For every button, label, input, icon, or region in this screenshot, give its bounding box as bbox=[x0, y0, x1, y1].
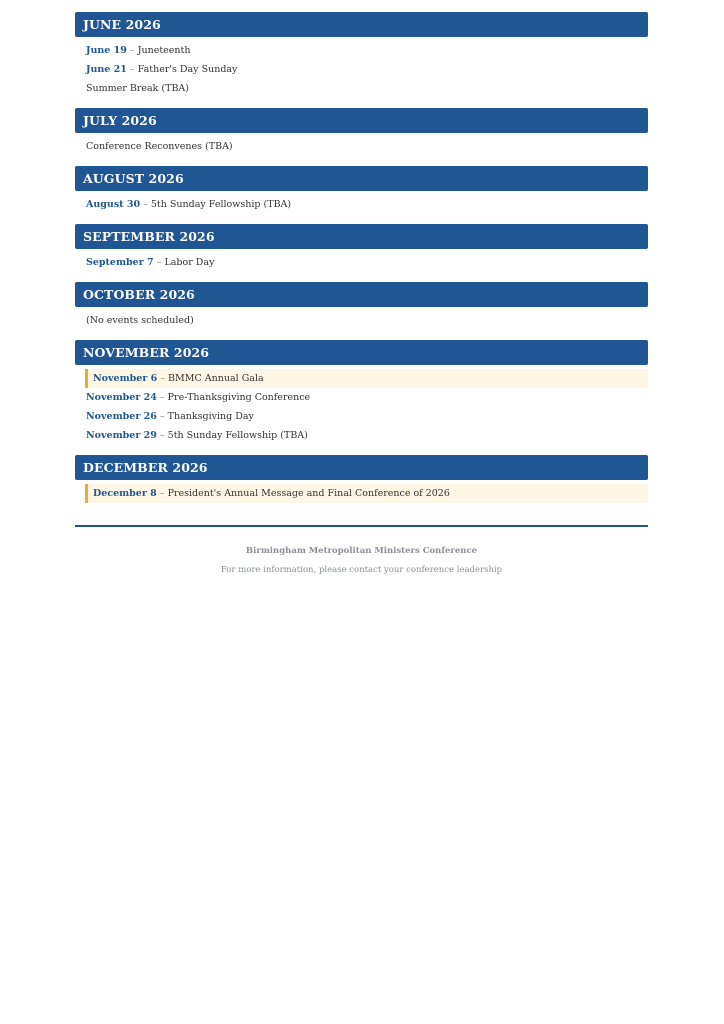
event-item bbox=[75, 137, 648, 156]
event-title: Labor Day bbox=[164, 257, 215, 268]
event-list bbox=[75, 249, 648, 272]
event-date: June 19 bbox=[86, 45, 127, 56]
event-item bbox=[75, 426, 648, 445]
event-date: November 26 bbox=[86, 411, 157, 422]
footer-note: For more information, please contact your conference leadership bbox=[220, 565, 503, 575]
event-title: BMMC Annual Gala bbox=[168, 373, 264, 384]
month-header: JULY 2026 bbox=[75, 108, 648, 133]
event-title: Pre-Thanksgiving Conference bbox=[167, 392, 311, 403]
month-section-october bbox=[75, 282, 648, 330]
event-title: 5th Sunday Fellowship (TBA) bbox=[167, 430, 308, 441]
footer-divider bbox=[75, 525, 648, 527]
footer-organization: Birmingham Metropolitan Ministers Conference bbox=[245, 546, 478, 556]
month-section-august bbox=[75, 166, 648, 214]
event-list bbox=[75, 365, 648, 445]
event-title: Juneteenth bbox=[137, 45, 191, 56]
calendar-content bbox=[75, 12, 648, 513]
event-list bbox=[75, 307, 648, 330]
event-list bbox=[75, 191, 648, 214]
month-header: JUNE 2026 bbox=[75, 12, 648, 37]
event-date: June 21 bbox=[86, 64, 127, 75]
highlighted-event-item bbox=[85, 484, 648, 503]
event-list bbox=[75, 37, 648, 98]
event-title: Thanksgiving Day bbox=[167, 411, 254, 422]
event-separator: – bbox=[156, 411, 168, 422]
event-separator: – bbox=[156, 430, 168, 441]
event-title: Conference Reconvenes (TBA) bbox=[86, 141, 233, 152]
event-separator: – bbox=[126, 64, 138, 75]
month-header: AUGUST 2026 bbox=[75, 166, 648, 191]
month-section-july bbox=[75, 108, 648, 156]
event-item bbox=[75, 195, 648, 214]
event-date: September 7 bbox=[86, 257, 154, 268]
month-header: DECEMBER 2026 bbox=[75, 455, 648, 480]
event-date: November 6 bbox=[93, 373, 158, 384]
event-separator: – bbox=[156, 392, 168, 403]
month-section-september bbox=[75, 224, 648, 272]
event-separator: – bbox=[140, 199, 151, 210]
event-title: (No events scheduled) bbox=[86, 315, 194, 326]
event-date: August 30 bbox=[86, 199, 141, 210]
month-header: NOVEMBER 2026 bbox=[75, 340, 648, 365]
event-separator: – bbox=[126, 45, 138, 56]
event-title: 5th Sunday Fellowship (TBA) bbox=[150, 199, 292, 210]
event-date: December 8 bbox=[93, 488, 157, 499]
event-separator: – bbox=[157, 373, 169, 384]
event-item bbox=[75, 60, 648, 79]
event-item bbox=[75, 407, 648, 426]
event-list bbox=[75, 480, 648, 503]
event-title: President's Annual Message and Final Conference of 2026 bbox=[167, 488, 450, 499]
event-separator: – bbox=[156, 488, 168, 499]
month-section-june bbox=[75, 12, 648, 98]
month-header: OCTOBER 2026 bbox=[75, 282, 648, 307]
highlighted-event-item bbox=[85, 369, 648, 388]
month-section-november bbox=[75, 340, 648, 445]
event-item bbox=[75, 41, 648, 60]
event-item bbox=[75, 79, 648, 98]
event-date: November 29 bbox=[86, 430, 157, 441]
month-header: SEPTEMBER 2026 bbox=[75, 224, 648, 249]
event-item bbox=[75, 388, 648, 407]
event-item bbox=[75, 311, 648, 330]
event-title: Summer Break (TBA) bbox=[86, 83, 190, 94]
event-title: Father's Day Sunday bbox=[137, 64, 238, 75]
event-date: November 24 bbox=[86, 392, 157, 403]
event-list bbox=[75, 133, 648, 156]
event-item bbox=[75, 253, 648, 272]
month-section-december bbox=[75, 455, 648, 503]
event-separator: – bbox=[153, 257, 165, 268]
